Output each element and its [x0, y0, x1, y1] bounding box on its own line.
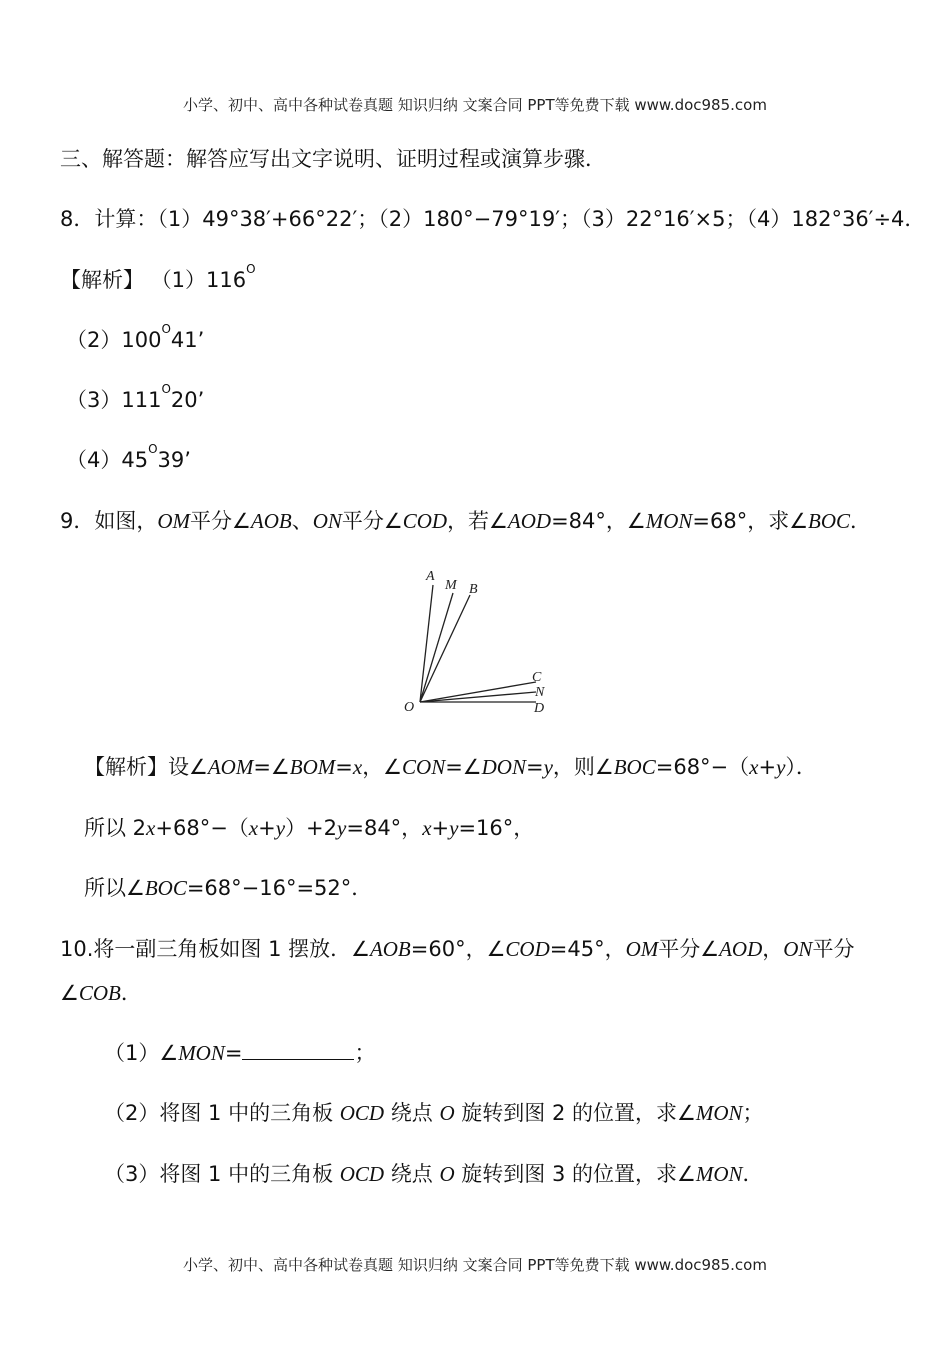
text-fragment: COB — [78, 981, 121, 1005]
ray-ON — [420, 692, 536, 702]
ray-OA — [420, 585, 433, 702]
text-fragment: 、 — [291, 509, 313, 533]
text-fragment: MON — [695, 1101, 743, 1125]
question-10-line-2 — [60, 977, 142, 1007]
analysis-label: 【解析】 — [60, 268, 144, 292]
text-fragment: BOC — [144, 876, 187, 900]
text-fragment: y — [337, 816, 347, 840]
angle-figure — [398, 565, 558, 720]
text-fragment: 41’ — [170, 328, 205, 352]
text-fragment: = — [335, 755, 353, 779]
text-fragment: MON — [645, 509, 693, 533]
text-fragment: ，若∠ — [447, 509, 508, 533]
question-10-line-1 — [60, 933, 854, 963]
text-fragment: 39’ — [157, 448, 191, 472]
text-fragment: O — [148, 442, 158, 456]
text-fragment: CON — [402, 755, 446, 779]
text-fragment: O — [246, 262, 256, 276]
q8-answer-2 — [66, 324, 204, 354]
text-fragment: + — [758, 755, 777, 779]
text-fragment: x — [422, 816, 432, 840]
text-fragment: MON — [695, 1162, 743, 1186]
text-fragment: + — [258, 816, 276, 840]
text-fragment: =∠ — [445, 755, 482, 779]
q10-sub-3 — [104, 1158, 764, 1188]
text-fragment: = — [224, 1041, 243, 1065]
text-fragment: 绕点 — [384, 1162, 440, 1186]
text-fragment: = — [525, 755, 544, 779]
label-B: B — [469, 582, 478, 597]
text-fragment: DON — [481, 755, 526, 779]
text-fragment: =68°，求∠ — [692, 509, 809, 533]
ray-OB — [420, 595, 470, 702]
ray-OM — [420, 593, 453, 702]
text-fragment: ． — [120, 981, 142, 1005]
text-fragment: AOD — [507, 509, 552, 533]
text-fragment: 9．如图， — [60, 509, 158, 533]
text-fragment: ）． — [785, 755, 817, 779]
text-fragment: 绕点 — [384, 1101, 440, 1125]
text-fragment: 所以 2 — [84, 816, 147, 840]
text-fragment: 平分∠ — [341, 509, 403, 533]
text-fragment: BOC — [808, 509, 851, 533]
text-fragment: （3）111 — [66, 388, 162, 412]
text-fragment: ON — [312, 509, 342, 533]
text-fragment: 平分 — [812, 937, 855, 961]
label-O: O — [404, 700, 415, 715]
q10-sub-2 — [104, 1097, 764, 1127]
text-fragment: 平分∠ — [658, 937, 720, 961]
text-fragment: OCD — [339, 1101, 385, 1125]
text-fragment: O — [439, 1101, 455, 1125]
text-fragment: O — [161, 322, 171, 336]
text-fragment: ON — [783, 937, 813, 961]
text-fragment: （1）116 — [150, 268, 247, 292]
text-fragment: 旋转到图 2 的位置，求∠ — [454, 1101, 696, 1125]
q8-answer-3 — [66, 384, 204, 414]
q8-answer-4 — [66, 444, 191, 474]
text-fragment: O — [161, 382, 171, 396]
text-fragment: AOB — [369, 937, 411, 961]
text-fragment: ∠ — [60, 981, 79, 1005]
text-fragment: =60°，∠ — [410, 937, 506, 961]
text-fragment: O — [439, 1162, 455, 1186]
text-fragment: x — [749, 755, 759, 779]
text-fragment: 平分∠ — [190, 509, 251, 533]
text-fragment: x — [146, 816, 156, 840]
section-title: 三、解答题：解答应写出文字说明、证明过程或演算步骤． — [60, 147, 606, 171]
text-fragment: AOD — [719, 937, 763, 961]
text-fragment: + — [431, 816, 450, 840]
page-header: 小学、初中、高中各种试卷真题 知识归纳 文案合同 PPT等免费下载 www.doc985.com — [183, 96, 767, 114]
text-fragment: =16°， — [458, 816, 535, 840]
text-fragment: y — [776, 755, 786, 779]
text-fragment: ． — [742, 1162, 764, 1186]
ray-OC — [420, 682, 536, 702]
text-fragment: 旋转到图 3 的位置，求∠ — [454, 1162, 696, 1186]
text-fragment: y — [449, 816, 459, 840]
label-C: C — [532, 670, 542, 685]
text-fragment: ． — [850, 509, 872, 533]
text-fragment: MON — [178, 1041, 225, 1065]
text-fragment: 20’ — [170, 388, 205, 412]
label-A: A — [426, 569, 435, 584]
text-fragment: y — [275, 816, 286, 840]
text-fragment: （2）将图 1 中的三角板 — [104, 1101, 340, 1125]
text-fragment: COD — [505, 937, 550, 961]
text-fragment: ，则∠ — [552, 755, 614, 779]
text-fragment: （2）100 — [66, 328, 162, 352]
text-fragment: +68°−（ — [155, 816, 249, 840]
text-fragment: =45°， — [549, 937, 626, 961]
text-fragment: ，∠ — [362, 755, 403, 779]
text-fragment: =68°−（ — [655, 755, 750, 779]
text-fragment: ， — [762, 937, 784, 961]
text-fragment: COD — [402, 509, 448, 533]
text-fragment: =68°−16°=52°． — [186, 876, 373, 900]
text-fragment: ）+2 — [285, 816, 338, 840]
text-fragment: BOC — [613, 755, 656, 779]
q8-answer-1 — [60, 264, 256, 294]
text-fragment: =84°， — [346, 816, 423, 840]
question-8: 8．计算：（1）49°38′+66°22′；（2）180°−79°19′；（3）22°16′×5；（4）182°36′÷4． — [60, 207, 926, 231]
text-fragment: 所以∠ — [84, 876, 145, 900]
text-fragment: x — [248, 816, 259, 840]
text-fragment: ； — [354, 1041, 376, 1065]
text-fragment: OM — [625, 937, 659, 961]
question-9 — [60, 505, 871, 535]
text-fragment: OM — [157, 509, 191, 533]
text-fragment: AOM — [207, 755, 254, 779]
text-fragment: OCD — [339, 1162, 385, 1186]
page-footer: 小学、初中、高中各种试卷真题 知识归纳 文案合同 PPT等免费下载 www.doc985.com — [183, 1256, 767, 1274]
text-fragment: AOB — [250, 509, 292, 533]
text-fragment: 10.将一副三角板如图 1 摆放．∠ — [60, 937, 370, 961]
label-N: N — [535, 685, 545, 700]
text-fragment: BOM — [289, 755, 336, 779]
q9-analysis-line-2 — [84, 812, 534, 842]
q9-analysis-line-1 — [84, 751, 817, 781]
label-M: M — [445, 578, 457, 593]
q9-analysis-line-3 — [84, 872, 372, 902]
text-fragment: （3）将图 1 中的三角板 — [104, 1162, 340, 1186]
text-fragment: y — [543, 755, 553, 779]
label-D: D — [534, 701, 545, 716]
text-fragment: 【解析】设∠ — [84, 755, 208, 779]
text-fragment: x — [352, 755, 363, 779]
text-fragment: =84°，∠ — [551, 509, 646, 533]
q10-sub-1 — [104, 1037, 375, 1067]
answer-blank — [242, 1041, 354, 1060]
text-fragment: =∠ — [253, 755, 290, 779]
text-fragment: （4）45 — [66, 448, 149, 472]
text-fragment: （1）∠ — [104, 1041, 179, 1065]
text-fragment: ； — [742, 1101, 764, 1125]
